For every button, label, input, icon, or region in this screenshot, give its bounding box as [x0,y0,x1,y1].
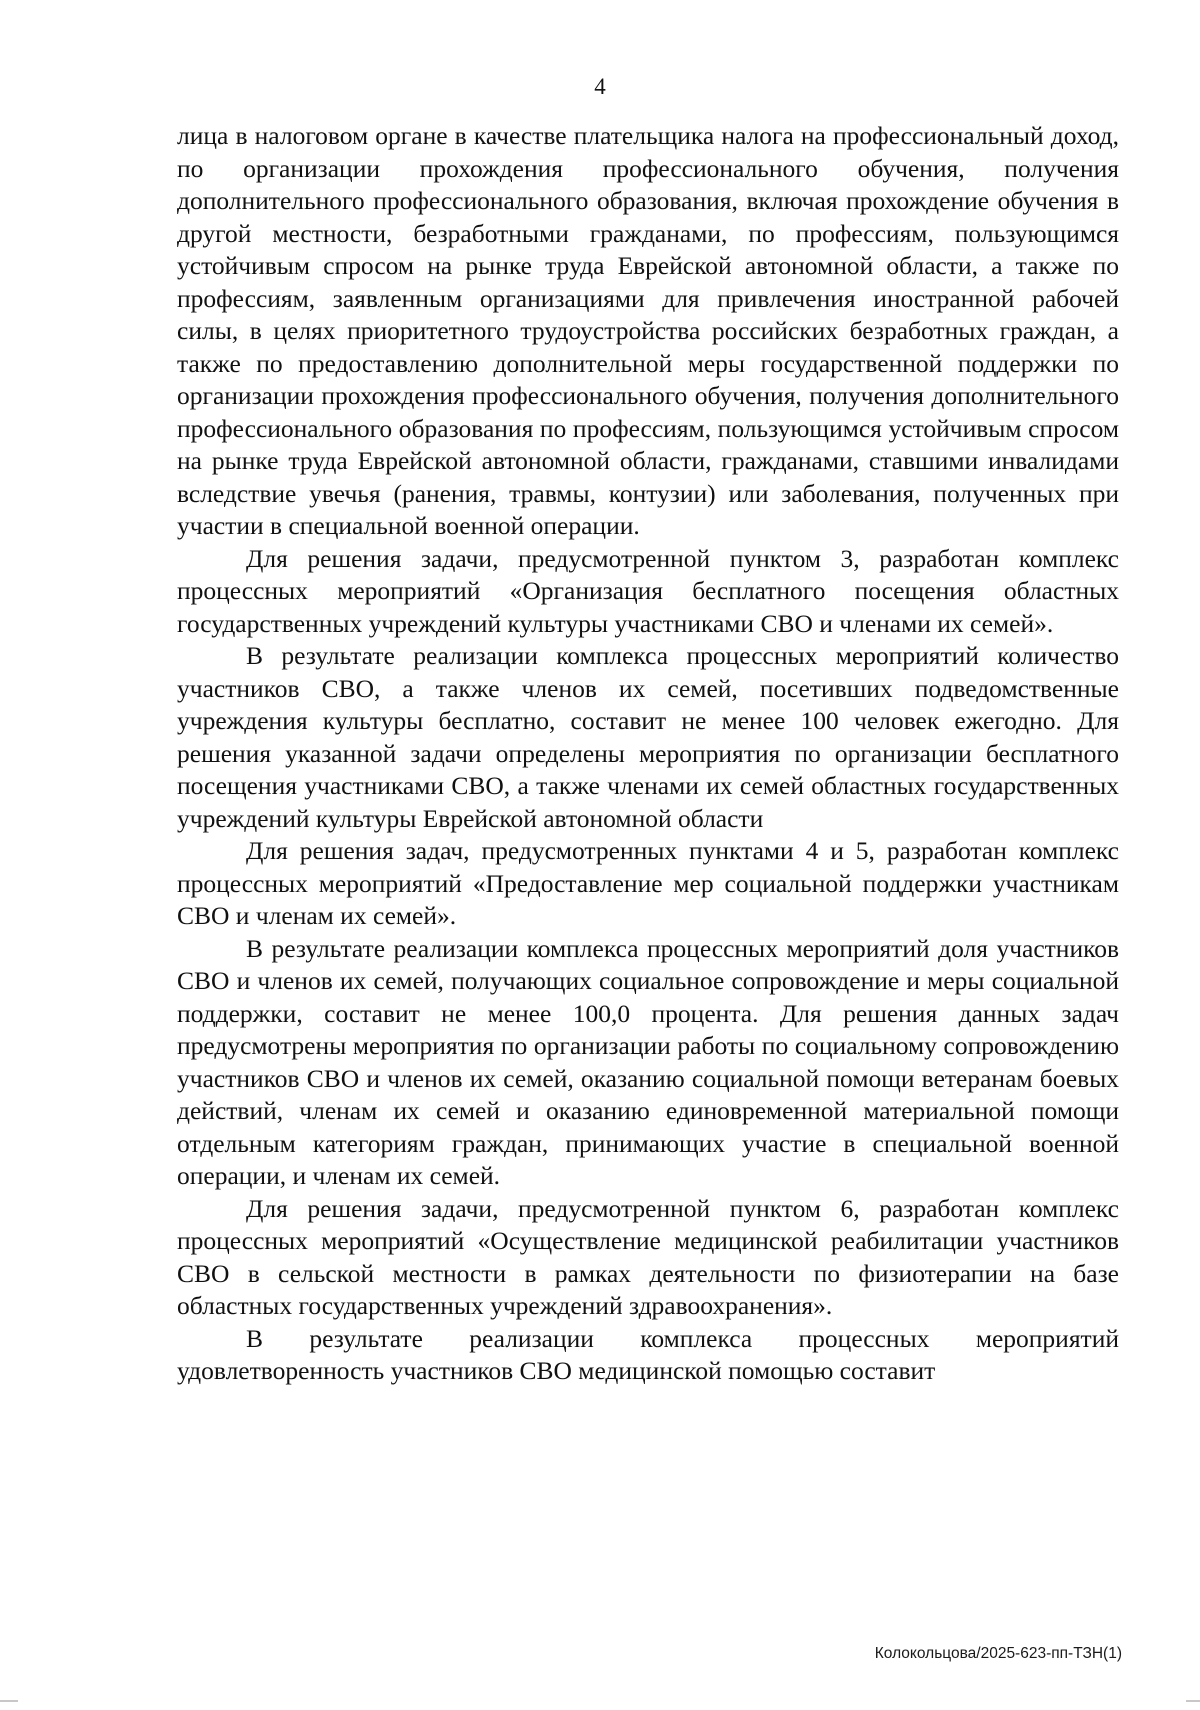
document-footer-code: Колокольцова/2025-623-пп-ТЗН(1) [874,1645,1122,1662]
paragraph-tasks-4-5: Для решения задач, предусмотренных пунктами 4 и 5, разработан комплекс процессных мероприятий «Предоставление мер социальной поддержки участникам СВО и членам их семей». [177,836,1119,930]
paragraph-tasks-4-5-result: В результате реализации комплекса процессных мероприятий доля участников СВО и членов их семей, получающих социальное сопровождение и меры социальной поддержки, составит не менее 100,0 процента. Для решения данных задач предусмотрены мероприятия по организации работы по социальному сопровождению участников СВО и членов их семей, оказанию социальной помощи ветеранам боевых действий, членам их семей и оказанию единовременной материальной помощи отдельным категориям граждан, принимающих участие в специальной военной операции, и членам их семей. [177,933,1119,1190]
page-number: 4 [594,74,606,99]
scan-edge-mark-right [1186,1700,1200,1702]
document-body [177,120,1119,1388]
paragraph-task-6: Для решения задачи, предусмотренной пунктом 6, разработан комплекс процессных мероприятий «Осуществление медицинской реабилитации участников СВО в сельской местности в рамках деятельности по физиотерапии на базе областных государственных учреждений здравоохранения». [177,1193,1119,1320]
paragraph-continuation: лица в налоговом органе в качестве плательщика налога на профессиональный доход, по организации прохождения профессионального обучения, получения дополнительного профессионального образования, включая прохождение обучения в другой местности, безработными гражданами, по профессиям, пользующимся устойчивым спросом на рынке труда Еврейской автономной области, а также по профессиям, заявленным организациями для привлечения иностранной рабочей силы, в целях приоритетного трудоустройства российских безработных граждан, а также по предоставлению дополнительной меры государственной поддержки по организации прохождения профессионального обучения, получения дополнительного профессионального образования по профессиям, пользующимся устойчивым спросом на рынке труда Еврейской автономной области, гражданами, ставшими инвалидами вследствие увечья (ранения, травмы, контузии) или заболевания, полученных при участии в специальной военной операции. [177,121,1119,540]
paragraph-task-6-result: В результате реализации комплекса процессных мероприятий удовлетворенность участников СВО медицинской помощью составит [177,1323,1119,1385]
paragraph-task-3-result: В результате реализации комплекса процессных мероприятий количество участников СВО, а также членов их семей, посетивших подведомственные учреждения культуры бесплатно, составит не менее 100 человек ежегодно. Для решения указанной задачи определены мероприятия по организации бесплатного посещения участниками СВО, а также членами их семей областных государственных учреждений культуры Еврейской автономной области [177,641,1119,833]
paragraph-task-3: Для решения задачи, предусмотренной пунктом 3, разработан комплекс процессных мероприятий «Организация бесплатного посещения областных государственных учреждений культуры участниками СВО и членами их семей». [177,543,1119,638]
scan-edge-mark-left [0,1700,18,1702]
